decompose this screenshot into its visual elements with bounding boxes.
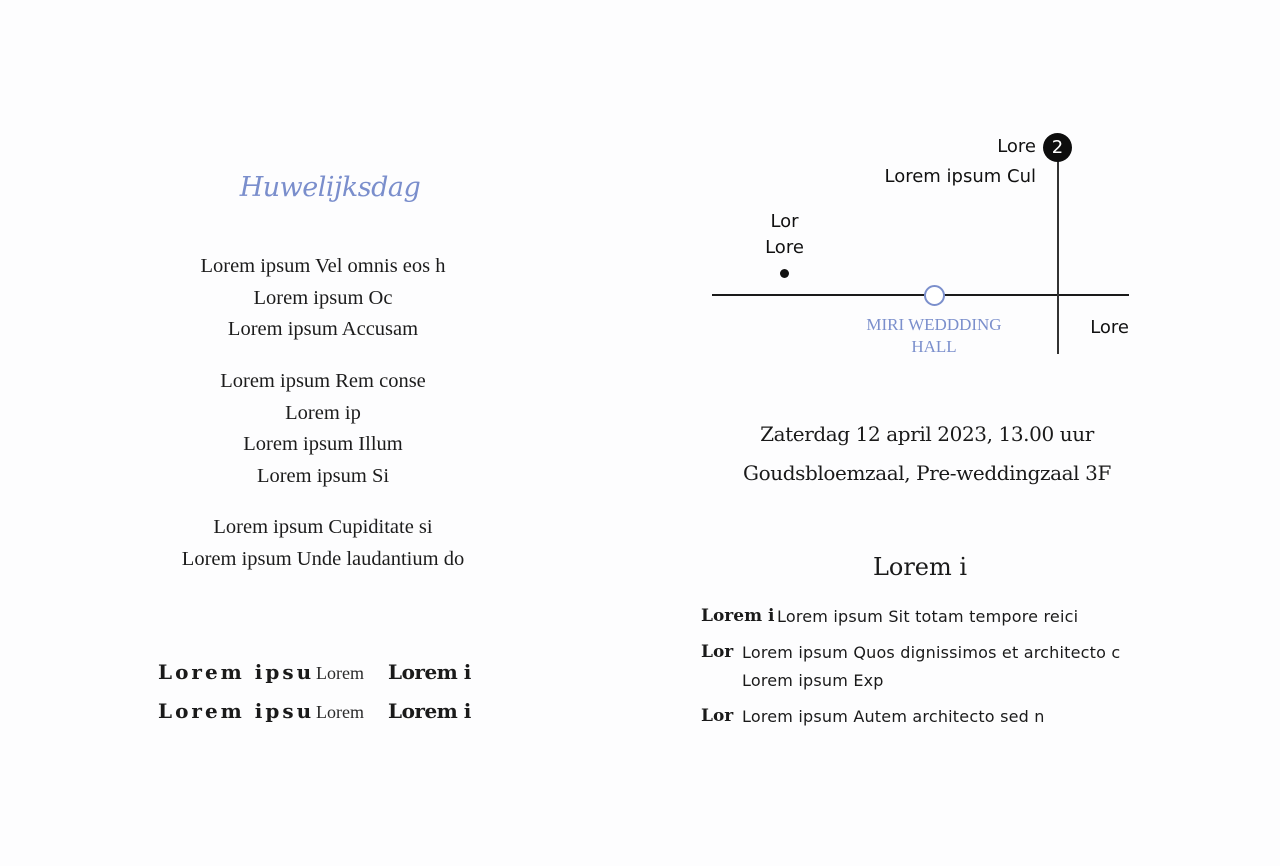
- road-horizontal: [712, 294, 1129, 296]
- schedule-item: [701, 703, 1141, 731]
- numbered-marker-icon: 2: [1043, 133, 1072, 162]
- venue-name-line: MIRI WEDDDING: [866, 315, 1002, 334]
- family-name: Lorem ipsu: [158, 699, 315, 723]
- event-location: Goudsbloemzaal, Pre-weddingzaal 3F: [743, 461, 1111, 485]
- name-row: [158, 660, 471, 699]
- schedule-time: Lor: [701, 706, 734, 726]
- message-line: Lorem ipsum Rem conse: [220, 370, 426, 392]
- map-label-cul: Lorem ipsum Cul: [884, 166, 1036, 187]
- given-name: Lorem i: [388, 699, 471, 723]
- names-list: [158, 660, 471, 738]
- event-date-time: Zaterdag 12 april 2023, 13.00 uur: [760, 422, 1094, 446]
- closing-line: Lorem ipsum Cupiditate si: [213, 516, 433, 538]
- message-block: [140, 366, 506, 492]
- schedule-desc-line: Lorem ipsum Autem architecto sed n: [742, 707, 1045, 726]
- schedule-time: Lor: [701, 642, 734, 662]
- map-label-top: Lore: [997, 136, 1036, 157]
- road-vertical: [1057, 148, 1059, 354]
- schedule-item: [701, 639, 1141, 695]
- message-line: Lorem ipsum Si: [256, 464, 390, 487]
- schedule-desc-line: Lorem ipsum Quos dignissimos et architecto c: [742, 643, 1121, 662]
- given-name: Lorem i: [388, 660, 471, 684]
- message-line: Lorem ipsum Illum: [243, 433, 403, 455]
- location-dot-icon: [780, 269, 789, 278]
- schedule-desc: [742, 639, 1120, 695]
- schedule-time: Lorem i: [701, 606, 775, 626]
- relation-label: Lorem: [316, 663, 364, 683]
- map-label-right: Lore: [1090, 317, 1129, 338]
- schedule-desc-line: Lorem ipsum Sit totam tempore reici: [777, 607, 1079, 626]
- schedule-desc: [742, 703, 1045, 731]
- schedule-desc-line: Lorem ipsum Exp: [742, 671, 884, 690]
- venue-ring-icon: [924, 285, 945, 306]
- relation-label: Lorem: [316, 702, 364, 722]
- schedule-list: [701, 603, 1141, 739]
- map-label-left-1: Lor: [770, 211, 799, 232]
- closing-line: Lorem ipsum Unde laudantium do: [181, 547, 465, 570]
- intro-line: Lorem ipsum Accusam: [227, 318, 419, 340]
- schedule-item: [701, 603, 1141, 631]
- closing-block: [140, 512, 506, 575]
- venue-map: [712, 130, 1132, 360]
- intro-line: Lorem ipsum Vel omnis eos h: [200, 255, 446, 277]
- venue-name-line: HALL: [911, 337, 957, 356]
- schedule-desc: [777, 603, 1078, 631]
- schedule-title: Lorem i: [872, 553, 968, 581]
- map-label-left: [756, 209, 813, 261]
- venue-name: [852, 314, 1016, 358]
- intro-block: [140, 251, 506, 346]
- map-label-left-2: Lore: [765, 237, 804, 258]
- family-name: Lorem ipsu: [158, 660, 315, 684]
- intro-line: Lorem ipsum Oc: [253, 286, 393, 309]
- name-row: [158, 699, 471, 738]
- page-title: Huwelijksdag: [239, 172, 421, 203]
- message-line: Lorem ip: [285, 401, 361, 424]
